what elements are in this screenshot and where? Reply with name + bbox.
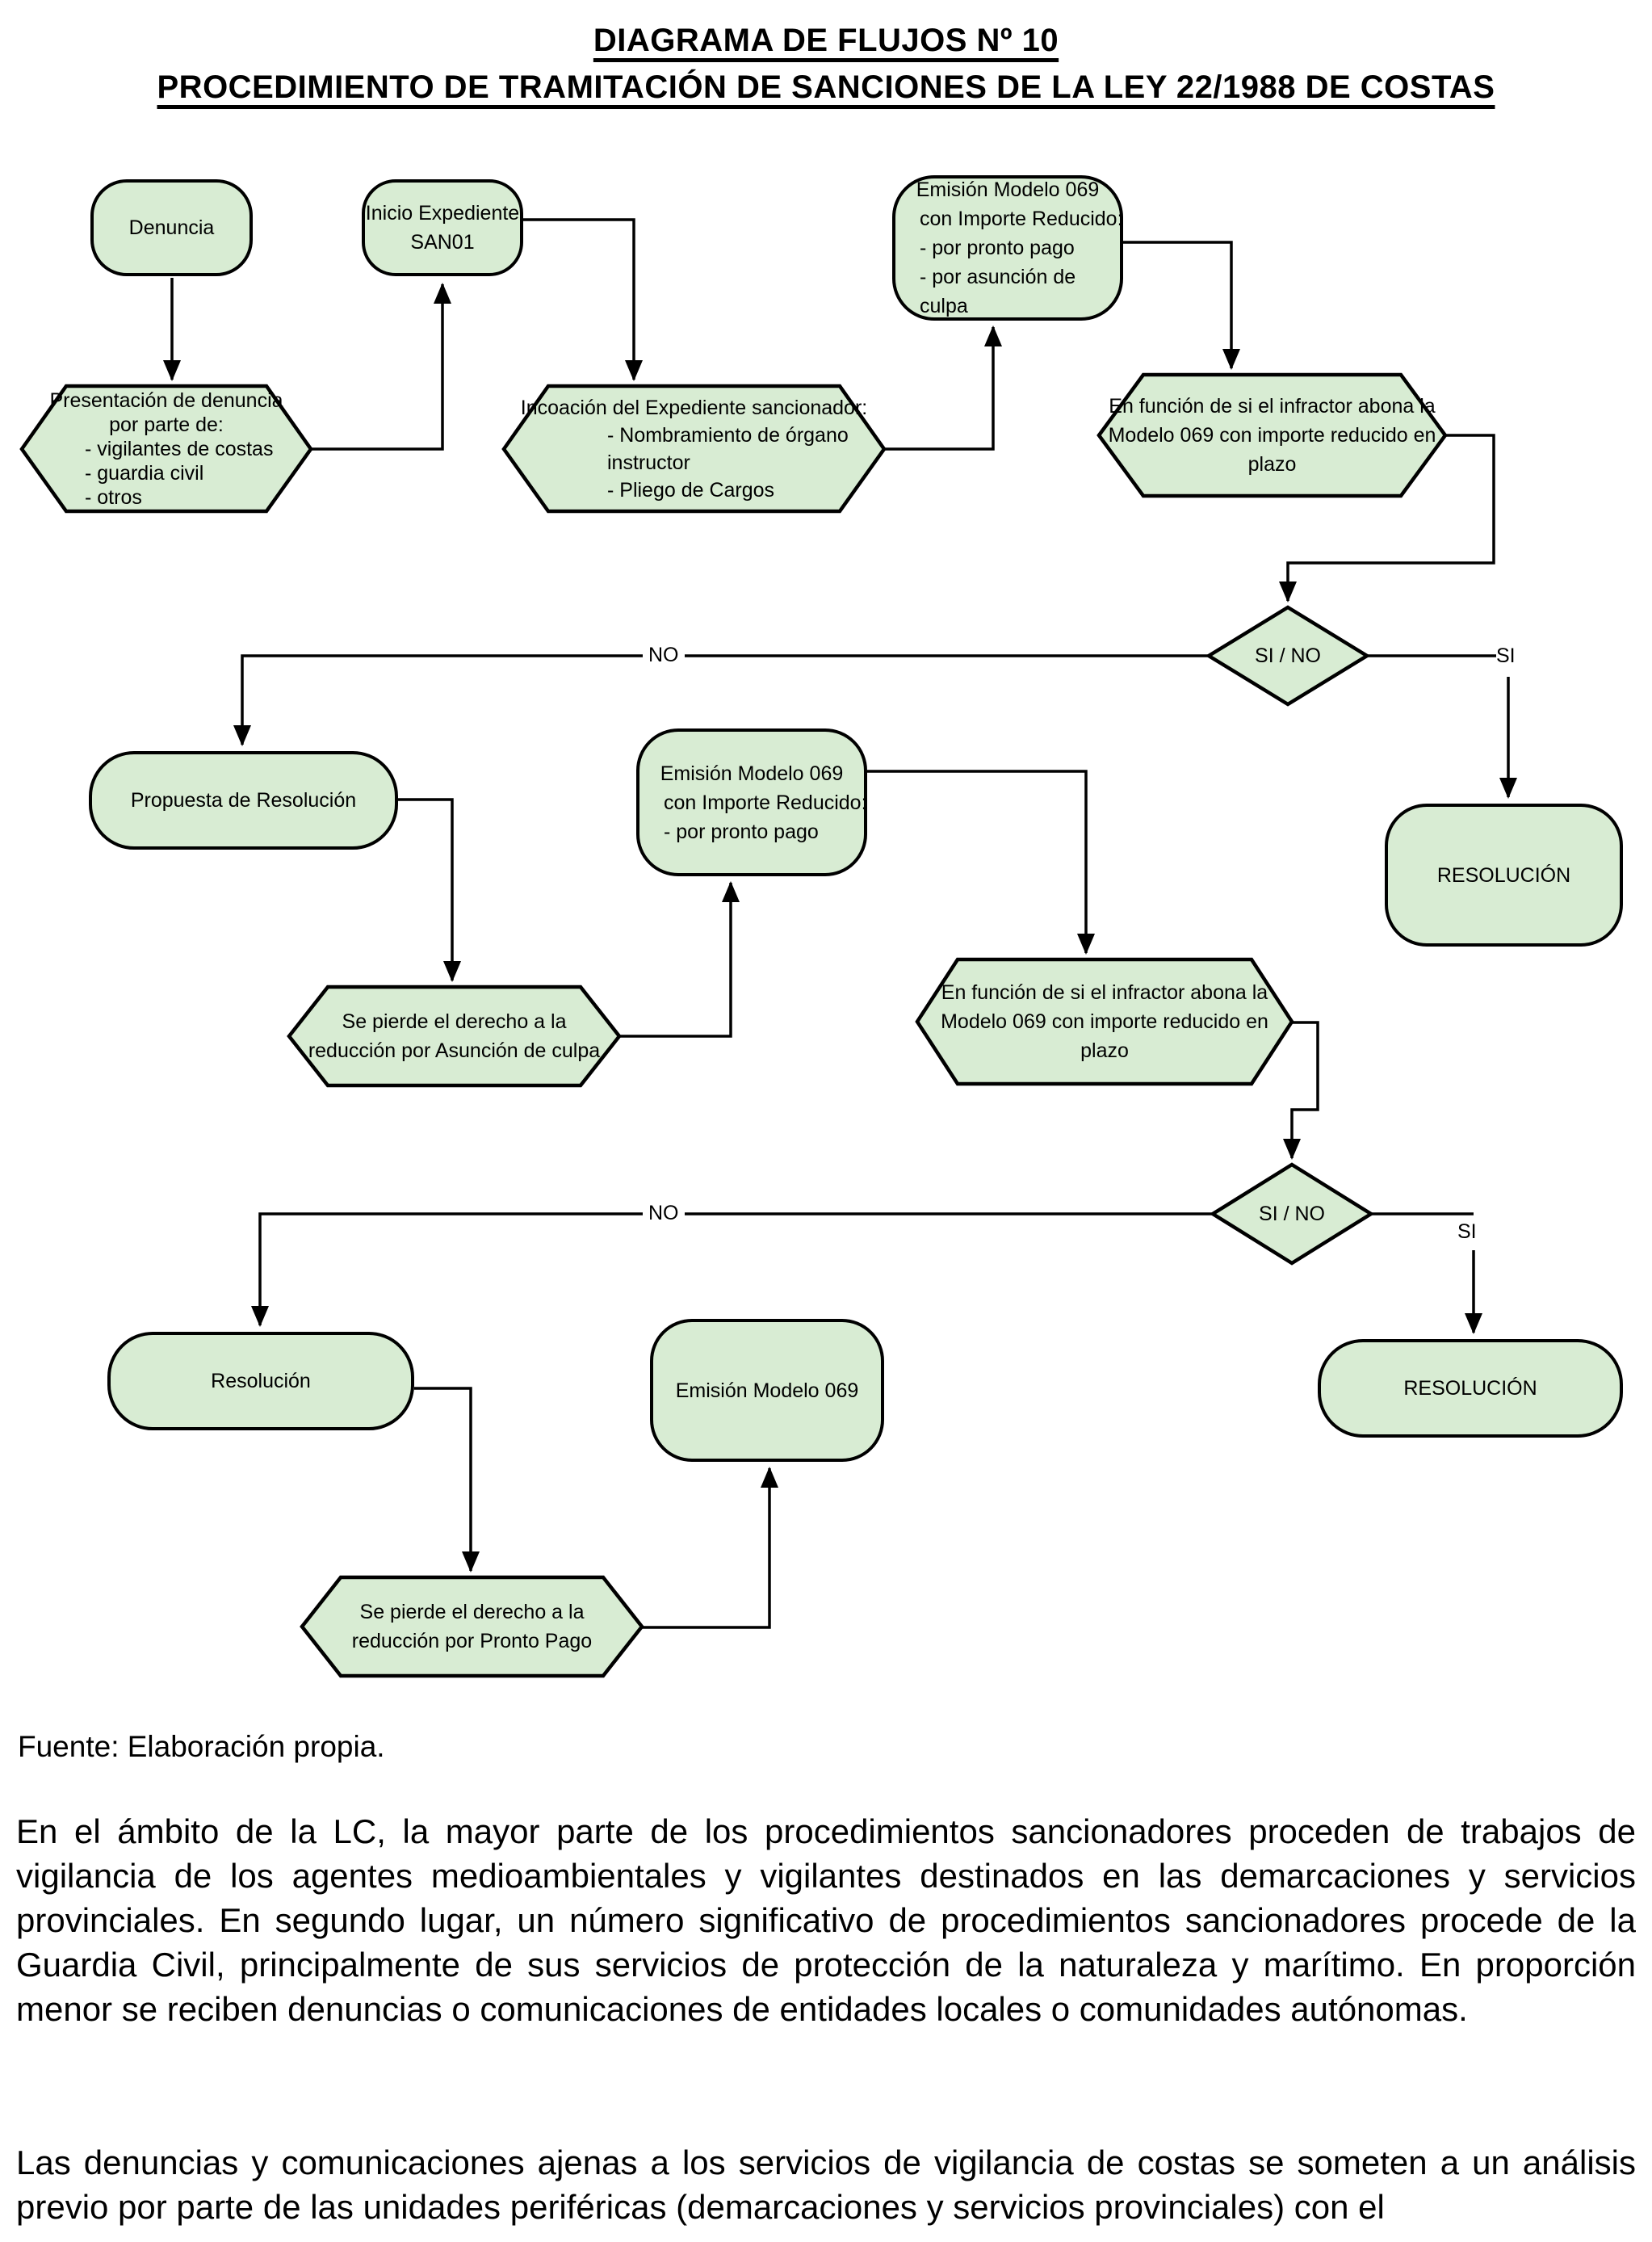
page-subtitle: PROCEDIMIENTO DE TRAMITACIÓN DE SANCIONES DE LA LEY 22/1988 DE COSTAS: [157, 69, 1495, 105]
edge-label-no1: NO: [643, 643, 685, 667]
node-incoacion-label: Incoación del Expediente sancionador: - Nombramiento de órgano instructor - Pliego de Cargos: [520, 396, 868, 502]
node-inicio-label: Inicio Expediente SAN01: [365, 202, 520, 254]
connector-resolucionB-sepierde2: [414, 1388, 471, 1571]
edge-label-si2: SI: [1457, 1220, 1477, 1243]
edge-label-no2: NO: [643, 1201, 685, 1225]
node-sino2-label: SI / NO: [1259, 1203, 1325, 1225]
connector-propuesta-sepierde1: [398, 800, 452, 980]
paragraph-2: Las denuncias y comunicaciones ajenas a los servicios de vigilancia de costas se someten a un análisis previo por parte de las unidades periféricas (demarcaciones y servicios provinciales) con el: [16, 2143, 1636, 2226]
connector-emision2-enfuncion2: [867, 771, 1086, 953]
node-denuncia-label: Denuncia: [128, 216, 215, 239]
connector-inicio-incoacion: [523, 220, 634, 380]
node-enfuncion2-label: En función de si el infractor abona la Modelo 069 con importe reducido en plazo: [941, 981, 1268, 1062]
node-emision3-label: Emisión Modelo 069: [675, 1379, 859, 1402]
connector-emision1-enfuncion1: [1123, 242, 1231, 368]
connector-sino2-no-resolucionB: [260, 1214, 1213, 1325]
node-sepierde2-label: Se pierde el derecho a la reducción por Pronto Pago: [351, 1601, 593, 1652]
node-sepierde1-label: Se pierde el derecho a la reducción por Asunción de culpa: [308, 1010, 601, 1062]
connector-presentacion-inicio: [311, 284, 442, 449]
node-resolucion2-label: RESOLUCIÓN: [1403, 1377, 1537, 1400]
node-emision2-label: Emisión Modelo 069 con Importe Reducido: - por pronto pago: [660, 762, 867, 843]
page-title: DIAGRAMA DE FLUJOS Nº 10: [593, 23, 1059, 58]
connector-sepierde2-emision3: [642, 1468, 769, 1627]
paragraph-1: En el ámbito de la LC, la mayor parte de los procedimientos sancionadores proceden de trabajos de vigilancia de los agentes medioambientales y vigilantes destinados en las demarcaciones y servicios provinciales. En segundo lugar, un número significativo de procedimientos sancionadores procede de la Guardia Civil, principalmente de sus servicios de protección de la naturaleza y marítimo. En proporción menor se reciben denuncias o comunicaciones de entidades locales o comunidades autónomas.: [16, 1812, 1636, 2028]
connector-sepierde1-emision2: [619, 883, 731, 1036]
connector-incoacion-emision1: [884, 327, 993, 449]
node-enfuncion1-label: En función de si el infractor abona la Modelo 069 con importe reducido en plazo: [1108, 395, 1436, 476]
connector-enfuncion2-sino2: [1292, 1022, 1318, 1158]
node-resolucion1-label: RESOLUCIÓN: [1436, 863, 1571, 887]
node-sino1-label: SI / NO: [1255, 644, 1321, 667]
node-resolucionB-label: Resolución: [211, 1370, 311, 1392]
node-propuesta-label: Propuesta de Resolución: [130, 789, 357, 812]
node-emision1-label: Emisión Modelo 069 con Importe Reducido: - por pronto pago - por asunción de culpa: [916, 178, 1123, 317]
source-note: Fuente: Elaboración propia.: [18, 1730, 385, 1763]
node-presentacion-label: Presentación de denuncia por parte de: - vigilantes de costas - guardia civil - otros: [49, 389, 283, 509]
edge-label-si1: SI: [1496, 644, 1516, 667]
